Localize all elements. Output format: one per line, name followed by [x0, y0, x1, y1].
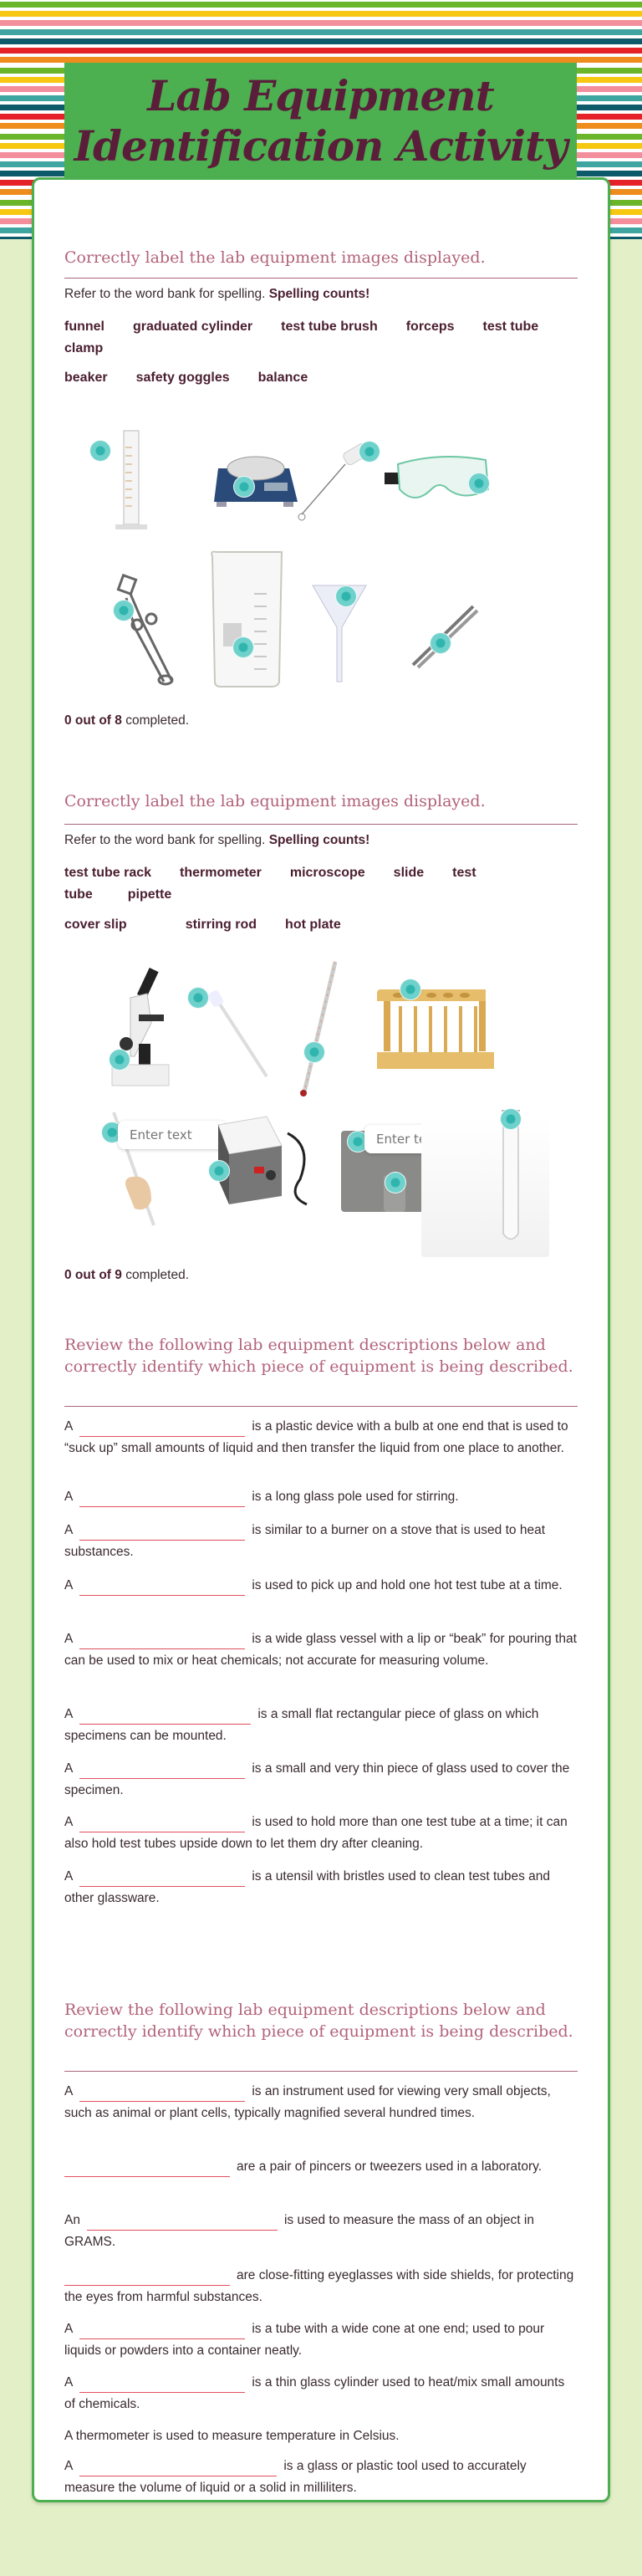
- hotspot-marker[interactable]: [400, 979, 421, 1000]
- word-bank-item: safety goggles: [135, 371, 230, 385]
- word-bank-row-2: [64, 914, 578, 936]
- answer-input[interactable]: [64, 2271, 230, 2286]
- section-heading: Review the following lab equipment descriptions below and correctly identify which piece of equipment is being described.: [64, 1336, 573, 1376]
- question-3: A is similar to a burner on a stove that is used to heat substances.: [64, 1523, 546, 1559]
- section-divider: [64, 1406, 578, 1407]
- question-1: A is a plastic device with a bulb at one end that is used to “suck up” small amounts of liquid and then transfer the liquid from one place to another.: [64, 1419, 568, 1455]
- hotspot-marker[interactable]: [500, 1108, 522, 1130]
- question-1: A is an instrument used for viewing very small objects, such as animal or plant cells, typically magnified several hundred times.: [64, 2084, 551, 2120]
- answer-input[interactable]: [79, 2087, 245, 2102]
- word-bank-item: test tube clamp: [64, 319, 539, 355]
- test-tube-rack-image: [377, 989, 501, 1073]
- completion-count: 0 out of 9 completed.: [64, 1268, 190, 1282]
- word-bank-item: cover slip: [64, 917, 127, 932]
- word-bank-item: beaker: [64, 371, 108, 385]
- hotspot-marker[interactable]: [187, 987, 209, 1009]
- question-7: A thermometer is used to measure temperature in Celsius.: [64, 2429, 400, 2443]
- word-bank-item: test tube: [64, 866, 476, 902]
- hotspot-marker[interactable]: [385, 1172, 406, 1193]
- microscope-image: [105, 964, 172, 1098]
- completion-count: 0 out of 8 completed.: [64, 713, 190, 728]
- word-bank-row-2: [64, 367, 578, 389]
- answer-input[interactable]: [79, 2324, 245, 2339]
- section-divider: [64, 2071, 578, 2072]
- hot-plate-image: [208, 1112, 317, 1209]
- answer-input[interactable]: [79, 2461, 277, 2476]
- graduated-cylinder-image: [105, 427, 155, 535]
- word-bank-item: thermometer: [180, 866, 262, 880]
- question-2: are a pair of pincers or tweezers used in a laboratory.: [64, 2156, 578, 2178]
- question-7: A is a small and very thin piece of glass used to cover the specimen.: [64, 1761, 570, 1797]
- hotspot-marker[interactable]: [233, 476, 255, 498]
- word-bank-row-1: [64, 316, 578, 360]
- hotspot-marker[interactable]: [232, 636, 254, 658]
- answer-input[interactable]: [79, 1492, 245, 1507]
- answer-input[interactable]: [79, 1634, 245, 1649]
- question-8: A is used to hold more than one test tube at a time; it can also hold test tubes upside down to let them dry after cleaning.: [64, 1815, 568, 1851]
- word-bank-item: funnel: [64, 319, 104, 334]
- answer-input[interactable]: [87, 2216, 278, 2231]
- hotspot-marker[interactable]: [430, 632, 451, 654]
- question-4: A is used to pick up and hold one hot test tube at a time.: [64, 1575, 578, 1597]
- word-bank-item: forceps: [405, 319, 455, 334]
- answer-input[interactable]: [64, 2162, 230, 2177]
- page-title-banner: [64, 63, 577, 180]
- question-2: A is a long glass pole used for stirring.: [64, 1486, 578, 1508]
- word-bank-item: balance: [257, 371, 308, 385]
- word-bank-item: slide: [393, 866, 425, 880]
- answer-input[interactable]: [79, 1422, 245, 1437]
- hotspot-marker[interactable]: [89, 440, 111, 462]
- answer-input[interactable]: [79, 1872, 245, 1887]
- section-divider: [64, 278, 578, 279]
- answer-input[interactable]: [79, 2378, 245, 2393]
- activity-card: [32, 177, 610, 2502]
- word-bank-item: graduated cylinder: [133, 319, 253, 334]
- hotspot-marker[interactable]: [303, 1041, 325, 1063]
- hotspot-marker[interactable]: [109, 1049, 130, 1071]
- question-4: are close-fitting eyeglasses with side shields, for protecting the eyes from harmful substances.: [64, 2268, 574, 2304]
- word-bank-item: test tube brush: [281, 319, 378, 334]
- balance-image: [210, 439, 302, 514]
- section-divider: [64, 824, 578, 825]
- hotspot-marker[interactable]: [208, 1160, 230, 1182]
- word-bank-row-1: [64, 862, 578, 906]
- hotspot-marker[interactable]: [113, 600, 135, 621]
- word-bank-item: pipette: [127, 887, 172, 902]
- test-tube-clamp-image: [114, 573, 181, 690]
- hotspot-marker[interactable]: [335, 585, 357, 607]
- thermometer-image: [293, 958, 344, 1100]
- answer-input[interactable]: [79, 1710, 251, 1725]
- question-5: A is a wide glass vessel with a lip or “beak” for pouring that can be used to mix or heat chemicals; not accurate for measuring volume.: [64, 1632, 577, 1668]
- question-6: A is a small flat rectangular piece of glass on which specimens can be mounted.: [64, 1707, 539, 1743]
- instruction-text: Refer to the word bank for spelling. Spelling counts!: [64, 833, 370, 847]
- question-9: A is a utensil with bristles used to clean test tubes and other glassware.: [64, 1869, 551, 1905]
- question-3: An is used to measure the mass of an object in GRAMS.: [64, 2213, 534, 2249]
- section-heading: Review the following lab equipment descriptions below and correctly identify which piece of equipment is being described.: [64, 2001, 573, 2041]
- word-bank-item: microscope: [289, 866, 365, 880]
- beaker-image: [208, 548, 288, 690]
- answer-input[interactable]: [79, 1764, 245, 1779]
- question-5: A is a tube with a wide cone at one end; used to pour liquids or powders into a container neatly.: [64, 2322, 545, 2358]
- hotspot-marker[interactable]: [359, 441, 380, 463]
- hotspot-marker[interactable]: [468, 473, 490, 494]
- answer-input[interactable]: [79, 1581, 245, 1596]
- answer-input[interactable]: [79, 1526, 245, 1541]
- page-title-line-1: Lab Equipment: [147, 71, 494, 120]
- pipette-image: [201, 983, 268, 1083]
- question-8: A is a glass or plastic tool used to accurately measure the volume of liquid or a solid in milliliters.: [64, 2459, 527, 2495]
- word-bank-item: test tube rack: [64, 866, 152, 880]
- word-bank-item: stirring rod: [185, 917, 257, 932]
- question-6: A is a thin glass cylinder used to heat/mix small amounts of chemicals.: [64, 2375, 565, 2411]
- instruction-text: Refer to the word bank for spelling. Spelling counts!: [64, 287, 370, 301]
- answer-input[interactable]: [79, 1817, 245, 1832]
- test-tube-image-backdrop: [421, 1117, 549, 1257]
- word-bank-item: hot plate: [285, 917, 341, 932]
- section-heading: Correctly label the lab equipment images displayed.: [64, 792, 486, 810]
- page-title-line-2: Identification Activity: [74, 121, 568, 171]
- section-heading: Correctly label the lab equipment images displayed.: [64, 248, 486, 267]
